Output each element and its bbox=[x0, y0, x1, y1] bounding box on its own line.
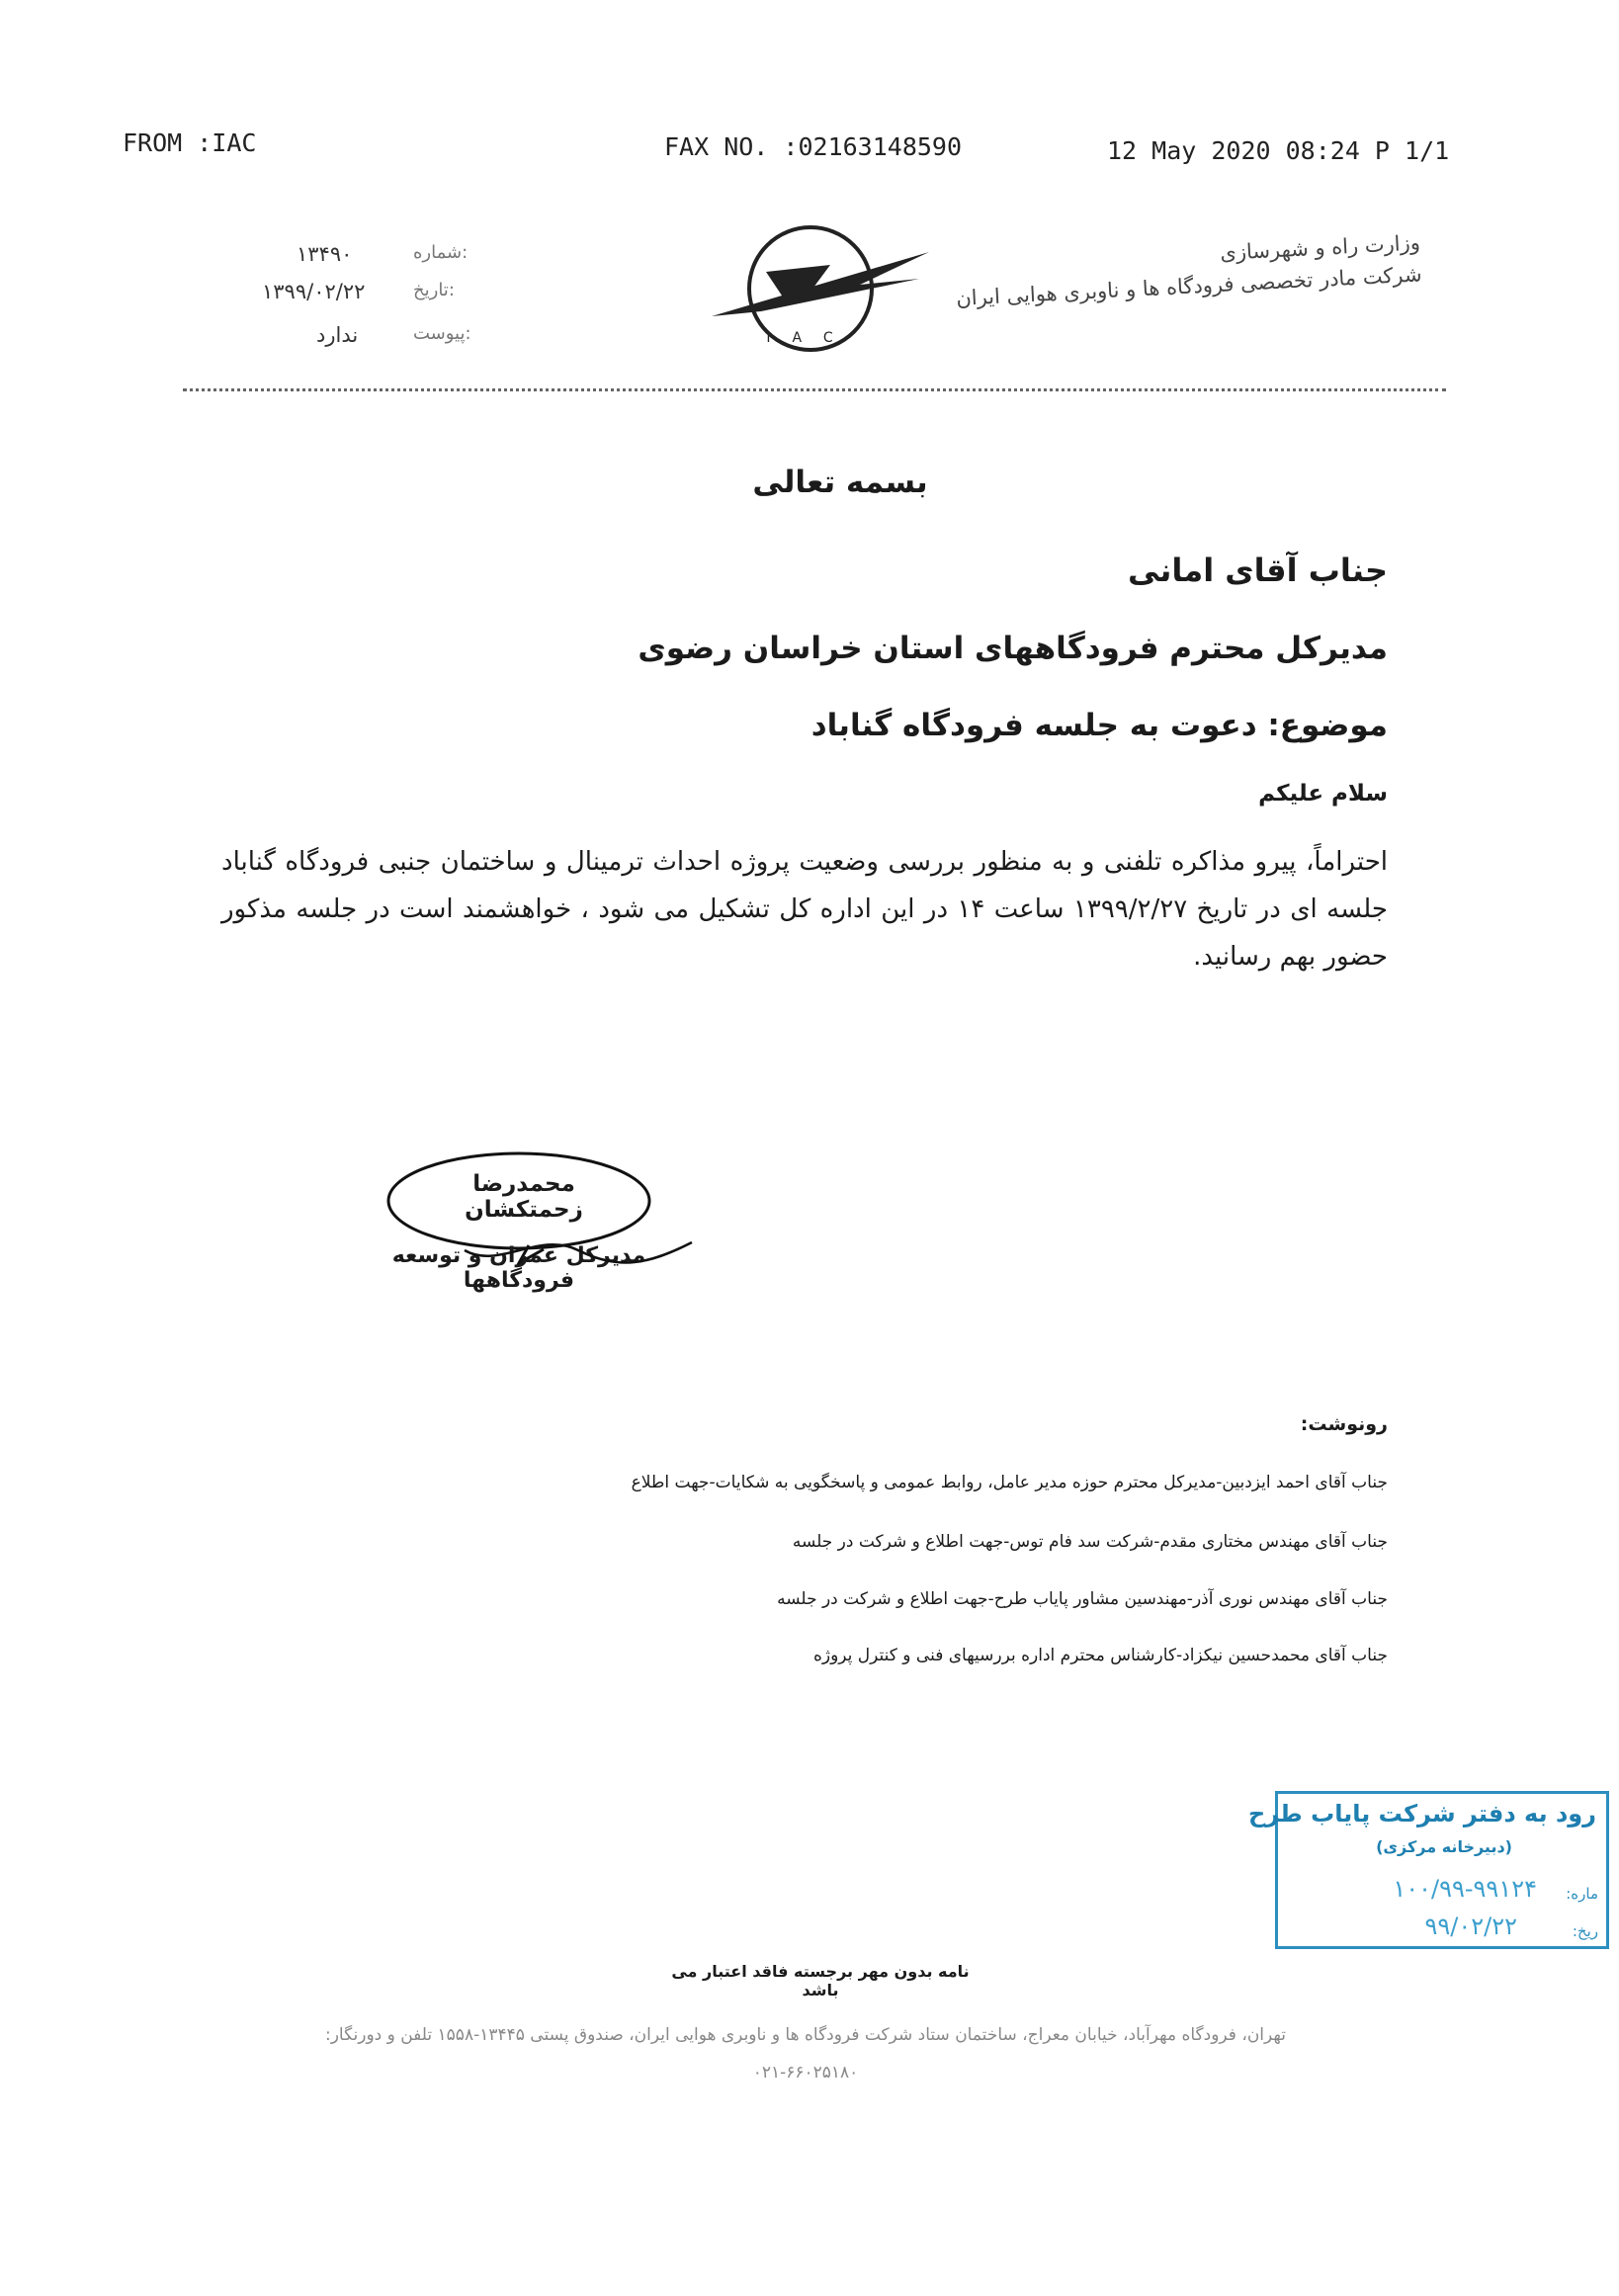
letter-body: احتراماً، پیرو مذاکره تلفنی و به منظور بررسی وضعیت پروژه احداث ترمینال و ساختمان جنبی فرودگاه گناباد جلسه ای در تاریخ ۱۳۹۹/۲/۲۷ ساعت ۱۴ در این اداره کل تشکیل می شود ، خواهشمند است در جلسه مذکور حضور بهم رسانید. bbox=[221, 847, 1388, 972]
signer-title: مدیرکل عمران و توسعه فرودگاهها bbox=[391, 1243, 646, 1293]
company-name: شرکت مادر تخصصی فرودگاه ها و ناوبری هوایی ایران bbox=[955, 261, 1423, 310]
fax-number: FAX NO. :02163148590 bbox=[664, 132, 963, 161]
cc-title: رونوشت: bbox=[1300, 1413, 1388, 1435]
receipt-stamp bbox=[1247, 1791, 1609, 1949]
letter-date-label: تاریخ: bbox=[413, 280, 455, 300]
organization-name bbox=[867, 227, 1423, 318]
invocation: بسمه تعالی bbox=[752, 465, 928, 500]
cc-item: جناب آقای محمدحسین نیکزاد-کارشناس محترم اداره بررسیهای فنی و کنترل پروژه bbox=[812, 1646, 1388, 1665]
logo-letters: IAC bbox=[766, 330, 855, 346]
stamp-number-label: ماره: bbox=[1566, 1885, 1598, 1903]
letter-date: ۱۳۹۹/۰۲/۲۲ bbox=[262, 280, 366, 303]
letter-number-label: شماره: bbox=[413, 242, 469, 263]
cc-item: جناب آقای مهندس مختاری مقدم-شرکت سد فام توس-جهت اطلاع و شرکت در جلسه bbox=[792, 1532, 1388, 1552]
recipient-name: جناب آقای امانی bbox=[1127, 552, 1388, 589]
ministry-name: وزارت راه و شهرسازی bbox=[1219, 230, 1421, 265]
stamp-subtitle: (دبیرخانه مرکزی) bbox=[1376, 1837, 1512, 1856]
footer-address: تهران، فرودگاه مهرآباد، خیابان معراج، ساختمان ستاد شرکت فرودگاه ها و ناوبری هوایی ایران، صندوق پستی ۱۳۴۴۵-۱۵۵۸ تلفن و دورنگار: ۶۶۰۲۵۱۸۰-۰۲۱ bbox=[325, 2025, 1286, 2083]
validity-note: نامه بدون مهر برجسته فاقد اعتبار می باشد bbox=[671, 1962, 970, 1999]
stamp-number: ۱۰۰/۹۹-۹۹۱۲۴ bbox=[1393, 1875, 1537, 1903]
stamp-title: رود به دفتر شرکت پایاب طرح bbox=[1247, 1800, 1596, 1828]
stamp-date-label: ریخ: bbox=[1572, 1922, 1598, 1940]
letter-number: ۱۳۴۹۰ bbox=[297, 242, 353, 266]
cc-item: جناب آقای مهندس نوری آذر-مهندسین مشاور پایاب طرح-جهت اطلاع و شرکت در جلسه bbox=[777, 1589, 1388, 1609]
stamp-date: ۹۹/۰۲/۲۲ bbox=[1424, 1913, 1517, 1940]
header-divider bbox=[183, 388, 1446, 391]
cc-item: جناب آقای احمد ایزدبین-مدیرکل محترم حوزه مدیر عامل، روابط عمومی و پاسخگویی به شکایات-جهت اطلاع bbox=[631, 1473, 1388, 1492]
iac-logo-icon bbox=[692, 217, 939, 356]
letter-attachment: ندارد bbox=[316, 323, 359, 347]
fax-sender: FROM :IAC bbox=[123, 128, 257, 157]
signature-scribble-icon bbox=[460, 1221, 697, 1280]
greeting: سلام علیکم bbox=[1258, 781, 1388, 807]
recipient-title: مدیرکل محترم فرودگاههای استان خراسان رضوی bbox=[638, 631, 1388, 666]
fax-date-time-page: 12 May 2020 08:24 P 1/1 bbox=[1107, 136, 1450, 165]
letter-subject: موضوع: دعوت به جلسه فرودگاه گناباد bbox=[810, 708, 1388, 743]
signer-name: محمدرضا زحمتکشان bbox=[465, 1171, 583, 1223]
letter-attachment-label: پیوست: bbox=[413, 323, 471, 344]
